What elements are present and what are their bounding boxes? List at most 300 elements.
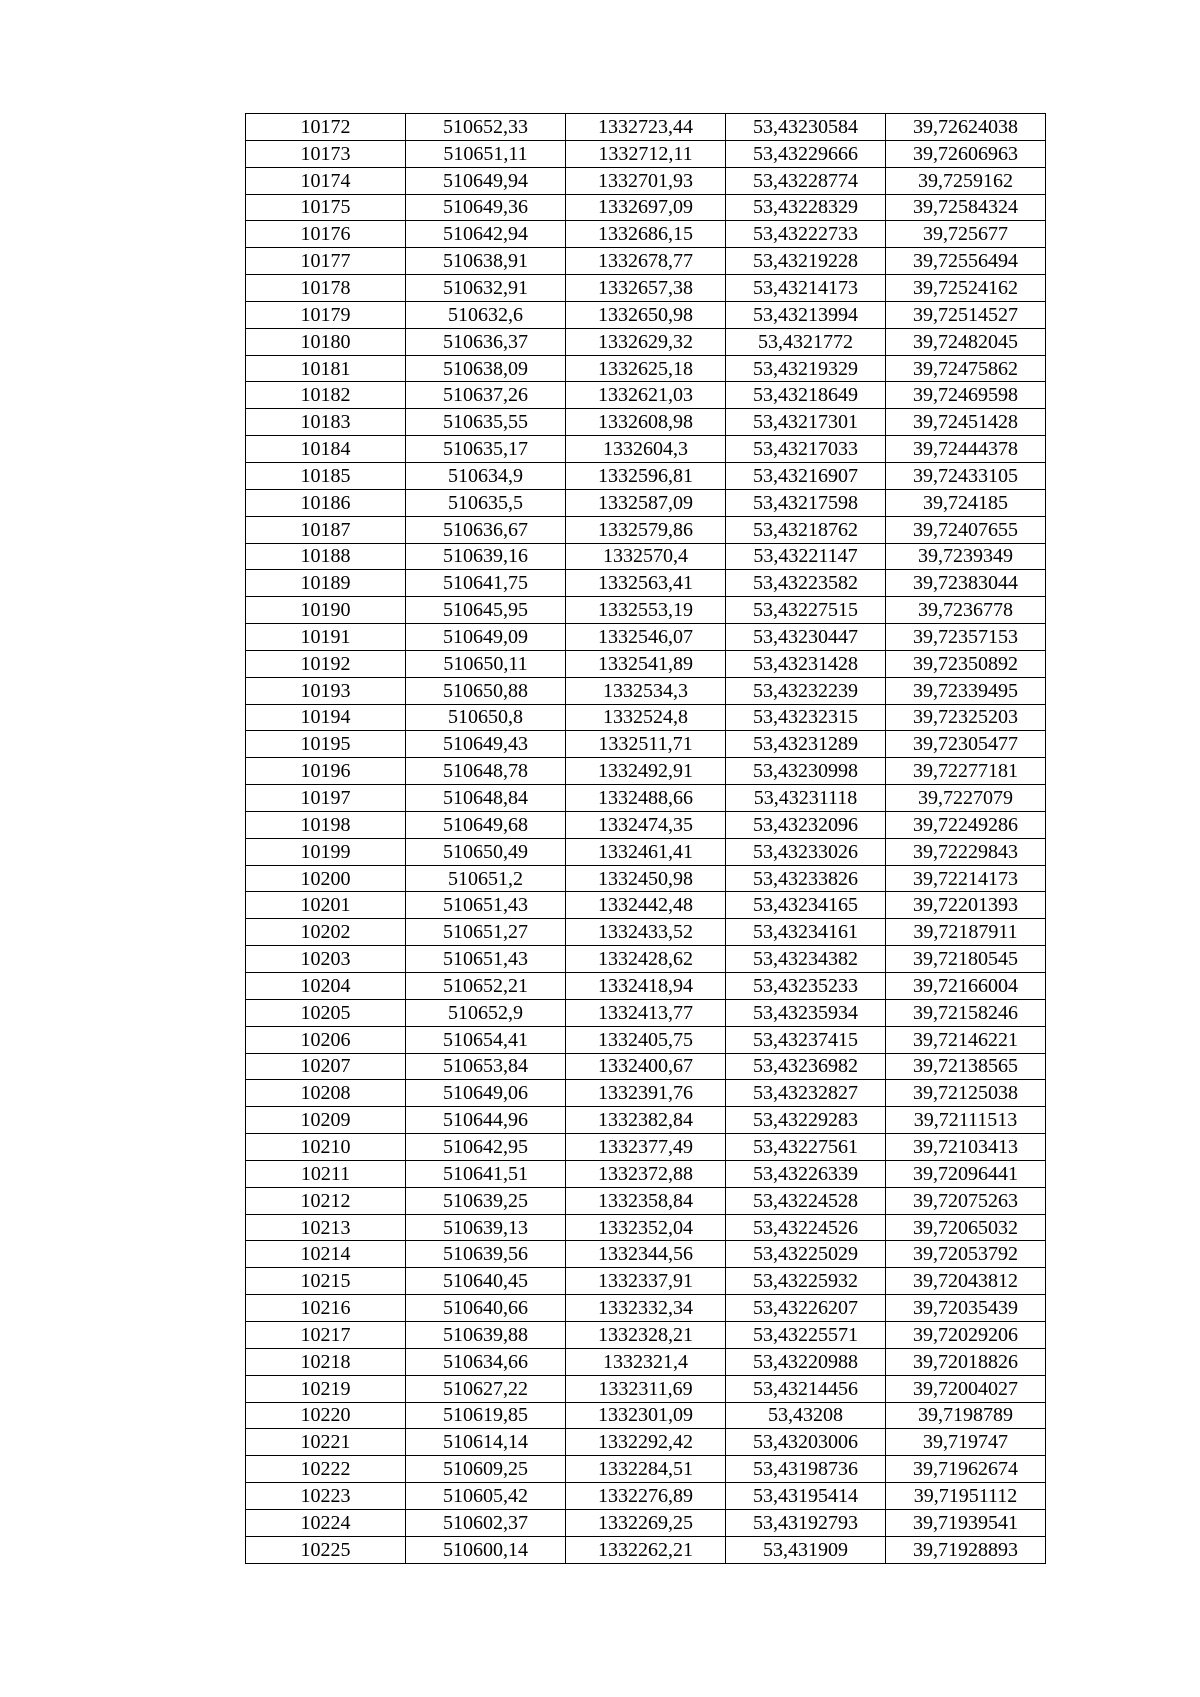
x-coordinate-cell: 510649,43 [406, 731, 566, 758]
y-coordinate-cell: 1332579,86 [566, 516, 726, 543]
table-row [246, 704, 1046, 731]
point-number-cell: 10187 [246, 516, 406, 543]
latitude-cell: 53,43225029 [726, 1241, 886, 1268]
latitude-cell: 53,43231428 [726, 650, 886, 677]
y-coordinate-cell: 1332382,84 [566, 1107, 726, 1134]
table-row [246, 1160, 1046, 1187]
longitude-cell: 39,72166004 [886, 973, 1046, 1000]
x-coordinate-cell: 510634,66 [406, 1348, 566, 1375]
latitude-cell: 53,43223582 [726, 570, 886, 597]
longitude-cell: 39,72524162 [886, 275, 1046, 302]
longitude-cell: 39,72065032 [886, 1214, 1046, 1241]
y-coordinate-cell: 1332442,48 [566, 892, 726, 919]
point-number-cell: 10225 [246, 1536, 406, 1563]
latitude-cell: 53,43229283 [726, 1107, 886, 1134]
longitude-cell: 39,72111513 [886, 1107, 1046, 1134]
longitude-cell: 39,72584324 [886, 194, 1046, 221]
y-coordinate-cell: 1332292,42 [566, 1429, 726, 1456]
point-number-cell: 10173 [246, 140, 406, 167]
y-coordinate-cell: 1332358,84 [566, 1187, 726, 1214]
table-row [246, 973, 1046, 1000]
point-number-cell: 10216 [246, 1295, 406, 1322]
x-coordinate-cell: 510650,11 [406, 650, 566, 677]
point-number-cell: 10200 [246, 865, 406, 892]
longitude-cell: 39,72482045 [886, 328, 1046, 355]
longitude-cell: 39,72018826 [886, 1348, 1046, 1375]
point-number-cell: 10186 [246, 489, 406, 516]
y-coordinate-cell: 1332284,51 [566, 1456, 726, 1483]
point-number-cell: 10210 [246, 1134, 406, 1161]
y-coordinate-cell: 1332541,89 [566, 650, 726, 677]
table-row [246, 570, 1046, 597]
latitude-cell: 53,4321772 [726, 328, 886, 355]
y-coordinate-cell: 1332433,52 [566, 919, 726, 946]
y-coordinate-cell: 1332701,93 [566, 167, 726, 194]
x-coordinate-cell: 510639,56 [406, 1241, 566, 1268]
point-number-cell: 10206 [246, 1026, 406, 1053]
table-row [246, 275, 1046, 302]
point-number-cell: 10180 [246, 328, 406, 355]
longitude-cell: 39,72096441 [886, 1160, 1046, 1187]
point-number-cell: 10205 [246, 999, 406, 1026]
latitude-cell: 53,43232239 [726, 677, 886, 704]
coordinates-table-body [246, 114, 1046, 1564]
latitude-cell: 53,43227561 [726, 1134, 886, 1161]
x-coordinate-cell: 510648,84 [406, 785, 566, 812]
point-number-cell: 10181 [246, 355, 406, 382]
table-row [246, 1536, 1046, 1563]
x-coordinate-cell: 510639,25 [406, 1187, 566, 1214]
latitude-cell: 53,43192793 [726, 1509, 886, 1536]
point-number-cell: 10192 [246, 650, 406, 677]
latitude-cell: 53,43230998 [726, 758, 886, 785]
point-number-cell: 10211 [246, 1160, 406, 1187]
longitude-cell: 39,72146221 [886, 1026, 1046, 1053]
y-coordinate-cell: 1332596,81 [566, 462, 726, 489]
longitude-cell: 39,72624038 [886, 114, 1046, 141]
x-coordinate-cell: 510619,85 [406, 1402, 566, 1429]
x-coordinate-cell: 510640,66 [406, 1295, 566, 1322]
point-number-cell: 10221 [246, 1429, 406, 1456]
y-coordinate-cell: 1332337,91 [566, 1268, 726, 1295]
table-row [246, 1241, 1046, 1268]
x-coordinate-cell: 510641,75 [406, 570, 566, 597]
x-coordinate-cell: 510652,33 [406, 114, 566, 141]
latitude-cell: 53,43233826 [726, 865, 886, 892]
y-coordinate-cell: 1332269,25 [566, 1509, 726, 1536]
x-coordinate-cell: 510653,84 [406, 1053, 566, 1080]
latitude-cell: 53,43236982 [726, 1053, 886, 1080]
y-coordinate-cell: 1332405,75 [566, 1026, 726, 1053]
table-row [246, 785, 1046, 812]
latitude-cell: 53,43219329 [726, 355, 886, 382]
point-number-cell: 10189 [246, 570, 406, 597]
y-coordinate-cell: 1332418,94 [566, 973, 726, 1000]
x-coordinate-cell: 510649,06 [406, 1080, 566, 1107]
longitude-cell: 39,72325203 [886, 704, 1046, 731]
latitude-cell: 53,43229666 [726, 140, 886, 167]
latitude-cell: 53,43235233 [726, 973, 886, 1000]
point-number-cell: 10185 [246, 462, 406, 489]
y-coordinate-cell: 1332450,98 [566, 865, 726, 892]
y-coordinate-cell: 1332657,38 [566, 275, 726, 302]
longitude-cell: 39,71962674 [886, 1456, 1046, 1483]
x-coordinate-cell: 510638,09 [406, 355, 566, 382]
table-row [246, 301, 1046, 328]
table-row [246, 167, 1046, 194]
x-coordinate-cell: 510638,91 [406, 248, 566, 275]
longitude-cell: 39,72214173 [886, 865, 1046, 892]
point-number-cell: 10188 [246, 543, 406, 570]
latitude-cell: 53,43219228 [726, 248, 886, 275]
y-coordinate-cell: 1332621,03 [566, 382, 726, 409]
longitude-cell: 39,72433105 [886, 462, 1046, 489]
point-number-cell: 10209 [246, 1107, 406, 1134]
y-coordinate-cell: 1332413,77 [566, 999, 726, 1026]
point-number-cell: 10217 [246, 1321, 406, 1348]
coordinates-table [245, 113, 1046, 1564]
y-coordinate-cell: 1332332,34 [566, 1295, 726, 1322]
longitude-cell: 39,72339495 [886, 677, 1046, 704]
table-row [246, 1483, 1046, 1510]
longitude-cell: 39,72451428 [886, 409, 1046, 436]
longitude-cell: 39,72201393 [886, 892, 1046, 919]
longitude-cell: 39,7259162 [886, 167, 1046, 194]
x-coordinate-cell: 510649,36 [406, 194, 566, 221]
latitude-cell: 53,43225932 [726, 1268, 886, 1295]
latitude-cell: 53,43224526 [726, 1214, 886, 1241]
table-row [246, 624, 1046, 651]
point-number-cell: 10219 [246, 1375, 406, 1402]
y-coordinate-cell: 1332625,18 [566, 355, 726, 382]
point-number-cell: 10224 [246, 1509, 406, 1536]
point-number-cell: 10222 [246, 1456, 406, 1483]
longitude-cell: 39,72004027 [886, 1375, 1046, 1402]
y-coordinate-cell: 1332301,09 [566, 1402, 726, 1429]
point-number-cell: 10175 [246, 194, 406, 221]
longitude-cell: 39,72469598 [886, 382, 1046, 409]
longitude-cell: 39,72305477 [886, 731, 1046, 758]
x-coordinate-cell: 510642,94 [406, 221, 566, 248]
point-number-cell: 10191 [246, 624, 406, 651]
latitude-cell: 53,43226207 [726, 1295, 886, 1322]
table-row [246, 1456, 1046, 1483]
table-row [246, 436, 1046, 463]
table-row [246, 597, 1046, 624]
table-row [246, 919, 1046, 946]
latitude-cell: 53,43228774 [726, 167, 886, 194]
latitude-cell: 53,43217301 [726, 409, 886, 436]
table-row [246, 516, 1046, 543]
table-row [246, 221, 1046, 248]
table-row [246, 677, 1046, 704]
y-coordinate-cell: 1332492,91 [566, 758, 726, 785]
latitude-cell: 53,431909 [726, 1536, 886, 1563]
x-coordinate-cell: 510651,43 [406, 946, 566, 973]
point-number-cell: 10208 [246, 1080, 406, 1107]
y-coordinate-cell: 1332723,44 [566, 114, 726, 141]
latitude-cell: 53,43221147 [726, 543, 886, 570]
table-row [246, 248, 1046, 275]
y-coordinate-cell: 1332428,62 [566, 946, 726, 973]
table-row [246, 1134, 1046, 1161]
table-row [246, 650, 1046, 677]
table-row [246, 811, 1046, 838]
y-coordinate-cell: 1332553,19 [566, 597, 726, 624]
table-row [246, 1402, 1046, 1429]
point-number-cell: 10179 [246, 301, 406, 328]
table-row [246, 489, 1046, 516]
table-row [246, 946, 1046, 973]
point-number-cell: 10174 [246, 167, 406, 194]
x-coordinate-cell: 510652,21 [406, 973, 566, 1000]
latitude-cell: 53,43228329 [726, 194, 886, 221]
point-number-cell: 10194 [246, 704, 406, 731]
longitude-cell: 39,72043812 [886, 1268, 1046, 1295]
longitude-cell: 39,72125038 [886, 1080, 1046, 1107]
table-row [246, 838, 1046, 865]
y-coordinate-cell: 1332311,69 [566, 1375, 726, 1402]
y-coordinate-cell: 1332608,98 [566, 409, 726, 436]
point-number-cell: 10196 [246, 758, 406, 785]
longitude-cell: 39,71928893 [886, 1536, 1046, 1563]
latitude-cell: 53,43232315 [726, 704, 886, 731]
x-coordinate-cell: 510634,9 [406, 462, 566, 489]
point-number-cell: 10195 [246, 731, 406, 758]
table-row [246, 1053, 1046, 1080]
point-number-cell: 10199 [246, 838, 406, 865]
y-coordinate-cell: 1332262,21 [566, 1536, 726, 1563]
table-row [246, 543, 1046, 570]
latitude-cell: 53,43218762 [726, 516, 886, 543]
table-row [246, 731, 1046, 758]
longitude-cell: 39,72103413 [886, 1134, 1046, 1161]
longitude-cell: 39,7239349 [886, 543, 1046, 570]
y-coordinate-cell: 1332511,71 [566, 731, 726, 758]
longitude-cell: 39,72350892 [886, 650, 1046, 677]
longitude-cell: 39,72075263 [886, 1187, 1046, 1214]
table-row [246, 758, 1046, 785]
longitude-cell: 39,72229843 [886, 838, 1046, 865]
x-coordinate-cell: 510635,5 [406, 489, 566, 516]
latitude-cell: 53,43214173 [726, 275, 886, 302]
x-coordinate-cell: 510639,88 [406, 1321, 566, 1348]
point-number-cell: 10204 [246, 973, 406, 1000]
point-number-cell: 10197 [246, 785, 406, 812]
x-coordinate-cell: 510637,26 [406, 382, 566, 409]
table-row [246, 194, 1046, 221]
point-number-cell: 10218 [246, 1348, 406, 1375]
y-coordinate-cell: 1332352,04 [566, 1214, 726, 1241]
latitude-cell: 53,43234165 [726, 892, 886, 919]
point-number-cell: 10183 [246, 409, 406, 436]
x-coordinate-cell: 510645,95 [406, 597, 566, 624]
y-coordinate-cell: 1332461,41 [566, 838, 726, 865]
longitude-cell: 39,72475862 [886, 355, 1046, 382]
x-coordinate-cell: 510600,14 [406, 1536, 566, 1563]
point-number-cell: 10213 [246, 1214, 406, 1241]
y-coordinate-cell: 1332524,8 [566, 704, 726, 731]
x-coordinate-cell: 510627,22 [406, 1375, 566, 1402]
y-coordinate-cell: 1332344,56 [566, 1241, 726, 1268]
latitude-cell: 53,43216907 [726, 462, 886, 489]
latitude-cell: 53,43214456 [726, 1375, 886, 1402]
longitude-cell: 39,72606963 [886, 140, 1046, 167]
y-coordinate-cell: 1332321,4 [566, 1348, 726, 1375]
latitude-cell: 53,43224528 [726, 1187, 886, 1214]
table-row [246, 1214, 1046, 1241]
x-coordinate-cell: 510639,13 [406, 1214, 566, 1241]
y-coordinate-cell: 1332391,76 [566, 1080, 726, 1107]
y-coordinate-cell: 1332686,15 [566, 221, 726, 248]
point-number-cell: 10223 [246, 1483, 406, 1510]
x-coordinate-cell: 510636,67 [406, 516, 566, 543]
y-coordinate-cell: 1332546,07 [566, 624, 726, 651]
y-coordinate-cell: 1332328,21 [566, 1321, 726, 1348]
latitude-cell: 53,43222733 [726, 221, 886, 248]
x-coordinate-cell: 510644,96 [406, 1107, 566, 1134]
x-coordinate-cell: 510651,43 [406, 892, 566, 919]
longitude-cell: 39,72187911 [886, 919, 1046, 946]
longitude-cell: 39,72514527 [886, 301, 1046, 328]
latitude-cell: 53,43231289 [726, 731, 886, 758]
table-row [246, 462, 1046, 489]
longitude-cell: 39,7236778 [886, 597, 1046, 624]
y-coordinate-cell: 1332712,11 [566, 140, 726, 167]
table-row [246, 1187, 1046, 1214]
x-coordinate-cell: 510650,88 [406, 677, 566, 704]
latitude-cell: 53,43217598 [726, 489, 886, 516]
x-coordinate-cell: 510602,37 [406, 1509, 566, 1536]
table-row [246, 140, 1046, 167]
latitude-cell: 53,43208 [726, 1402, 886, 1429]
table-row [246, 1107, 1046, 1134]
x-coordinate-cell: 510605,42 [406, 1483, 566, 1510]
x-coordinate-cell: 510651,2 [406, 865, 566, 892]
longitude-cell: 39,7227079 [886, 785, 1046, 812]
latitude-cell: 53,43195414 [726, 1483, 886, 1510]
table-row [246, 1026, 1046, 1053]
x-coordinate-cell: 510651,11 [406, 140, 566, 167]
table-row [246, 382, 1046, 409]
y-coordinate-cell: 1332629,32 [566, 328, 726, 355]
point-number-cell: 10172 [246, 114, 406, 141]
latitude-cell: 53,43220988 [726, 1348, 886, 1375]
longitude-cell: 39,719747 [886, 1429, 1046, 1456]
x-coordinate-cell: 510636,37 [406, 328, 566, 355]
x-coordinate-cell: 510652,9 [406, 999, 566, 1026]
x-coordinate-cell: 510632,6 [406, 301, 566, 328]
latitude-cell: 53,43230447 [726, 624, 886, 651]
y-coordinate-cell: 1332534,3 [566, 677, 726, 704]
latitude-cell: 53,43230584 [726, 114, 886, 141]
x-coordinate-cell: 510641,51 [406, 1160, 566, 1187]
latitude-cell: 53,43232827 [726, 1080, 886, 1107]
latitude-cell: 53,43235934 [726, 999, 886, 1026]
y-coordinate-cell: 1332563,41 [566, 570, 726, 597]
y-coordinate-cell: 1332400,67 [566, 1053, 726, 1080]
longitude-cell: 39,72035439 [886, 1295, 1046, 1322]
point-number-cell: 10184 [246, 436, 406, 463]
y-coordinate-cell: 1332604,3 [566, 436, 726, 463]
table-row [246, 409, 1046, 436]
table-row [246, 865, 1046, 892]
table-row [246, 1375, 1046, 1402]
latitude-cell: 53,43234161 [726, 919, 886, 946]
table-row [246, 1295, 1046, 1322]
point-number-cell: 10176 [246, 221, 406, 248]
point-number-cell: 10215 [246, 1268, 406, 1295]
longitude-cell: 39,72407655 [886, 516, 1046, 543]
longitude-cell: 39,72357153 [886, 624, 1046, 651]
x-coordinate-cell: 510650,8 [406, 704, 566, 731]
longitude-cell: 39,72180545 [886, 946, 1046, 973]
longitude-cell: 39,72277181 [886, 758, 1046, 785]
table-row [246, 1348, 1046, 1375]
latitude-cell: 53,43225571 [726, 1321, 886, 1348]
table-row [246, 1509, 1046, 1536]
point-number-cell: 10203 [246, 946, 406, 973]
longitude-cell: 39,72383044 [886, 570, 1046, 597]
y-coordinate-cell: 1332570,4 [566, 543, 726, 570]
latitude-cell: 53,43231118 [726, 785, 886, 812]
point-number-cell: 10220 [246, 1402, 406, 1429]
table-row [246, 1080, 1046, 1107]
y-coordinate-cell: 1332474,35 [566, 811, 726, 838]
latitude-cell: 53,43232096 [726, 811, 886, 838]
longitude-cell: 39,72029206 [886, 1321, 1046, 1348]
x-coordinate-cell: 510649,94 [406, 167, 566, 194]
table-row [246, 892, 1046, 919]
point-number-cell: 10201 [246, 892, 406, 919]
x-coordinate-cell: 510635,17 [406, 436, 566, 463]
x-coordinate-cell: 510609,25 [406, 1456, 566, 1483]
longitude-cell: 39,72138565 [886, 1053, 1046, 1080]
latitude-cell: 53,43218649 [726, 382, 886, 409]
table-row [246, 328, 1046, 355]
longitude-cell: 39,72158246 [886, 999, 1046, 1026]
longitude-cell: 39,7198789 [886, 1402, 1046, 1429]
x-coordinate-cell: 510649,09 [406, 624, 566, 651]
y-coordinate-cell: 1332697,09 [566, 194, 726, 221]
longitude-cell: 39,72053792 [886, 1241, 1046, 1268]
y-coordinate-cell: 1332678,77 [566, 248, 726, 275]
x-coordinate-cell: 510642,95 [406, 1134, 566, 1161]
latitude-cell: 53,43198736 [726, 1456, 886, 1483]
latitude-cell: 53,43217033 [726, 436, 886, 463]
point-number-cell: 10190 [246, 597, 406, 624]
longitude-cell: 39,71939541 [886, 1509, 1046, 1536]
point-number-cell: 10178 [246, 275, 406, 302]
latitude-cell: 53,43226339 [726, 1160, 886, 1187]
y-coordinate-cell: 1332488,66 [566, 785, 726, 812]
longitude-cell: 39,72249286 [886, 811, 1046, 838]
point-number-cell: 10198 [246, 811, 406, 838]
y-coordinate-cell: 1332587,09 [566, 489, 726, 516]
y-coordinate-cell: 1332276,89 [566, 1483, 726, 1510]
x-coordinate-cell: 510648,78 [406, 758, 566, 785]
y-coordinate-cell: 1332372,88 [566, 1160, 726, 1187]
x-coordinate-cell: 510640,45 [406, 1268, 566, 1295]
table-row [246, 355, 1046, 382]
point-number-cell: 10212 [246, 1187, 406, 1214]
longitude-cell: 39,724185 [886, 489, 1046, 516]
point-number-cell: 10214 [246, 1241, 406, 1268]
point-number-cell: 10207 [246, 1053, 406, 1080]
longitude-cell: 39,72556494 [886, 248, 1046, 275]
latitude-cell: 53,43234382 [726, 946, 886, 973]
latitude-cell: 53,43213994 [726, 301, 886, 328]
